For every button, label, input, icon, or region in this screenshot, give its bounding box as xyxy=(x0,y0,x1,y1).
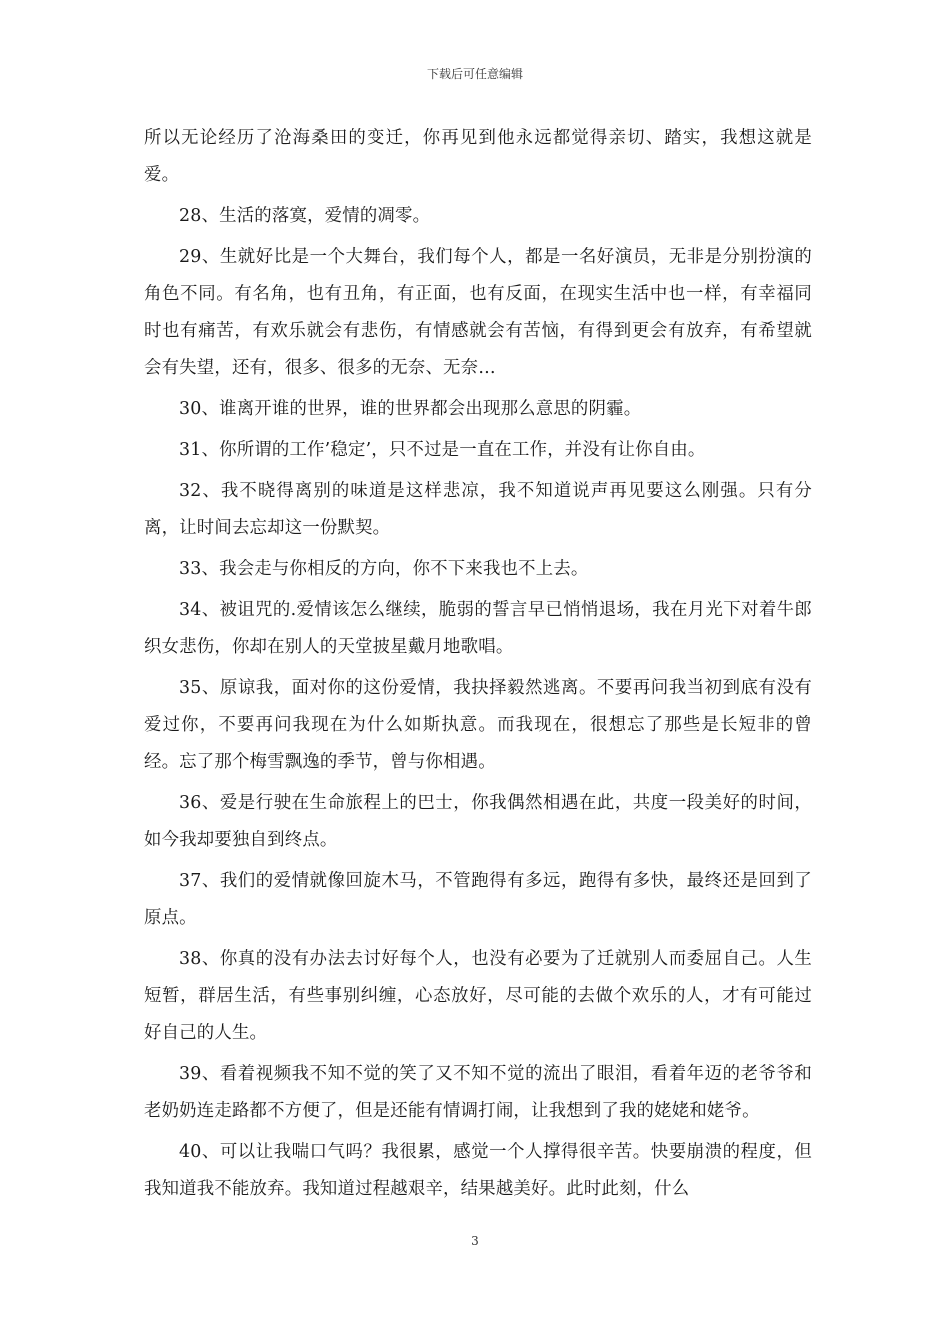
paragraph-item-31: 31、你所谓的工作’稳定’，只不过是一直在工作，并没有让你自由。 xyxy=(179,440,706,460)
paragraph-item-30: 30、谁离开谁的世界，谁的世界都会出现那么意思的阴霾。 xyxy=(179,399,642,419)
page-header: 下载后可任意编辑 xyxy=(426,67,523,81)
paragraph-item-40: 40、可以让我喘口气吗？我很累，感觉一个人撑得很辛苦。快要崩溃的程度，但我知道我不能放弃。我知道过程越艰辛，结果越美好。此时此刻，什么 xyxy=(144,1142,812,1199)
paragraph-item-39: 39、看着视频我不知不觉的笑了又不知不觉的流出了眼泪，看着年迈的老爷爷和老奶奶连走路都不方便了，但是还能有情调打闹，让我想到了我的姥姥和姥爷。 xyxy=(144,1064,812,1121)
page-number: 3 xyxy=(471,1234,479,1248)
paragraph-item-32: 32、我不晓得离别的味道是这样悲凉，我不知道说声再见要这么刚强。只有分离，让时间去忘却这一份默契。 xyxy=(144,481,812,538)
paragraph-item-35: 35、原谅我，面对你的这份爱情，我抉择毅然逃离。不要再问我当初到底有没有爱过你，不要再问我现在为什么如斯执意。而我现在，很想忘了那些是长短非的曾经。忘了那个梅雪飘逸的季节，曾与你相遇。 xyxy=(144,678,812,772)
paragraph-continuation: 所以无论经历了沧海桑田的变迁，你再见到他永远都觉得亲切、踏实，我想这就是爱。 xyxy=(144,128,812,185)
paragraph-item-34: 34、被诅咒的.爱情该怎么继续，脆弱的誓言早已悄悄退场，我在月光下对着牛郎织女悲伤，你却在别人的天堂披星戴月地歌唱。 xyxy=(144,600,812,657)
paragraph-item-36: 36、爱是行驶在生命旅程上的巴士，你我偶然相遇在此，共度一段美好的时间，如今我却要独自到终点。 xyxy=(144,793,812,850)
paragraph-item-28: 28、生活的落寞，爱情的凋零。 xyxy=(179,206,431,226)
paragraph-item-37: 37、我们的爱情就像回旋木马，不管跑得有多远，跑得有多快，最终还是回到了原点。 xyxy=(144,871,812,928)
document-body xyxy=(144,120,812,1212)
paragraph-item-29: 29、生就好比是一个大舞台，我们每个人，都是一名好演员，无非是分别扮演的角色不同。有名角，也有丑角，有正面，也有反面，在现实生活中也一样，有幸福同时也有痛苦，有欢乐就会有悲伤，有情感就会有苦恼，有得到更会有放弃，有希望就会有失望，还有，很多、很多的无奈、无奈… xyxy=(144,247,812,378)
paragraph-item-33: 33、我会走与你相反的方向，你不下来我也不上去。 xyxy=(179,559,589,579)
paragraph-item-38: 38、你真的没有办法去讨好每个人，也没有必要为了迁就别人而委屈自己。人生短暂，群居生活，有些事别纠缠，心态放好，尽可能的去做个欢乐的人，才有可能过好自己的人生。 xyxy=(144,949,812,1043)
